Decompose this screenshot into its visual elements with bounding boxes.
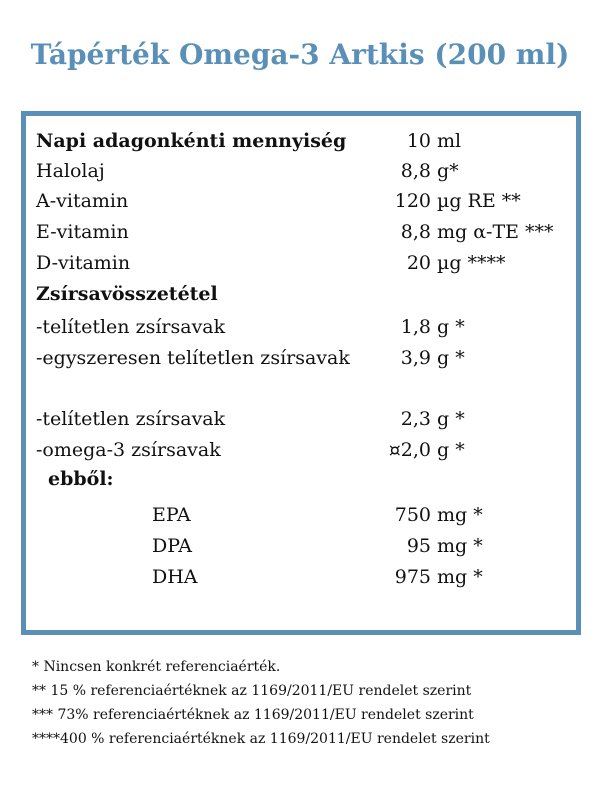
row-unit: g * [437,316,465,338]
row-unit: mg * [437,504,483,526]
row-unit: g * [437,408,465,430]
row-value: 3,9 [400,347,431,369]
row-label: DHA [152,566,198,588]
row-value: 95 [406,535,431,557]
row-label: A-vitamin [36,190,129,212]
row-label: -egyszeresen telítetlen zsírsavak [36,347,350,369]
table-row [26,343,576,373]
table-row [26,312,576,342]
table-row [26,248,576,278]
table-row [26,186,576,216]
row-value: 750 [394,504,431,526]
row-unit: g * [437,439,465,461]
row-unit: mg * [437,535,483,557]
row-label: EPA [152,504,191,526]
section-heading-label: Zsírsavösszetétel [36,283,218,305]
row-label: D-vitamin [36,252,131,274]
row-unit: mg α-TE *** [437,221,554,243]
table-row [26,217,576,247]
row-unit: µg RE ** [437,190,521,212]
row-label: Napi adagonkénti mennyiség [36,130,347,152]
footnote: * Nincsen konkrét referenciaérték. [32,659,281,675]
row-label: -telítetlen zsírsavak [36,408,226,430]
table-row [26,531,576,561]
row-value: 120 [394,190,431,212]
row-value: 20 [406,252,431,274]
nutrition-table [21,111,581,635]
row-label: DPA [152,535,192,557]
sub-heading [26,464,576,494]
row-value: ¤2,0 [388,439,431,461]
row-label: Halolaj [36,160,105,182]
footnote: ** 15 % referenciaértéknek az 1169/2011/EU rendelet szerint [32,683,472,699]
row-value: 2,3 [400,408,431,430]
page-title: Tápérték Omega-3 Artkis (200 ml) [30,38,570,71]
row-label: -telítetlen zsírsavak [36,316,226,338]
row-unit: ml [437,130,462,152]
row-unit: g * [437,347,465,369]
row-value: 10 [406,130,431,152]
table-row [26,404,576,434]
footnotes [32,655,490,751]
table-row [26,126,576,156]
row-value: 8,8 [400,160,431,182]
sub-heading-label: ebből: [48,468,114,490]
row-value: 1,8 [400,316,431,338]
row-unit: µg **** [437,252,506,274]
row-unit: mg * [437,566,483,588]
row-label: E-vitamin [36,221,129,243]
row-value: 8,8 [400,221,431,243]
table-row [26,435,576,465]
footnote: ****400 % referenciaértéknek az 1169/2011/EU rendelet szerint [32,731,490,747]
footnote: *** 73% referenciaértéknek az 1169/2011/EU rendelet szerint [32,707,474,723]
table-row [26,156,576,186]
table-row [26,562,576,592]
row-value: 975 [394,566,431,588]
row-unit: g* [437,160,459,182]
row-label: -omega-3 zsírsavak [36,439,221,461]
section-heading [26,279,576,309]
table-row [26,500,576,530]
